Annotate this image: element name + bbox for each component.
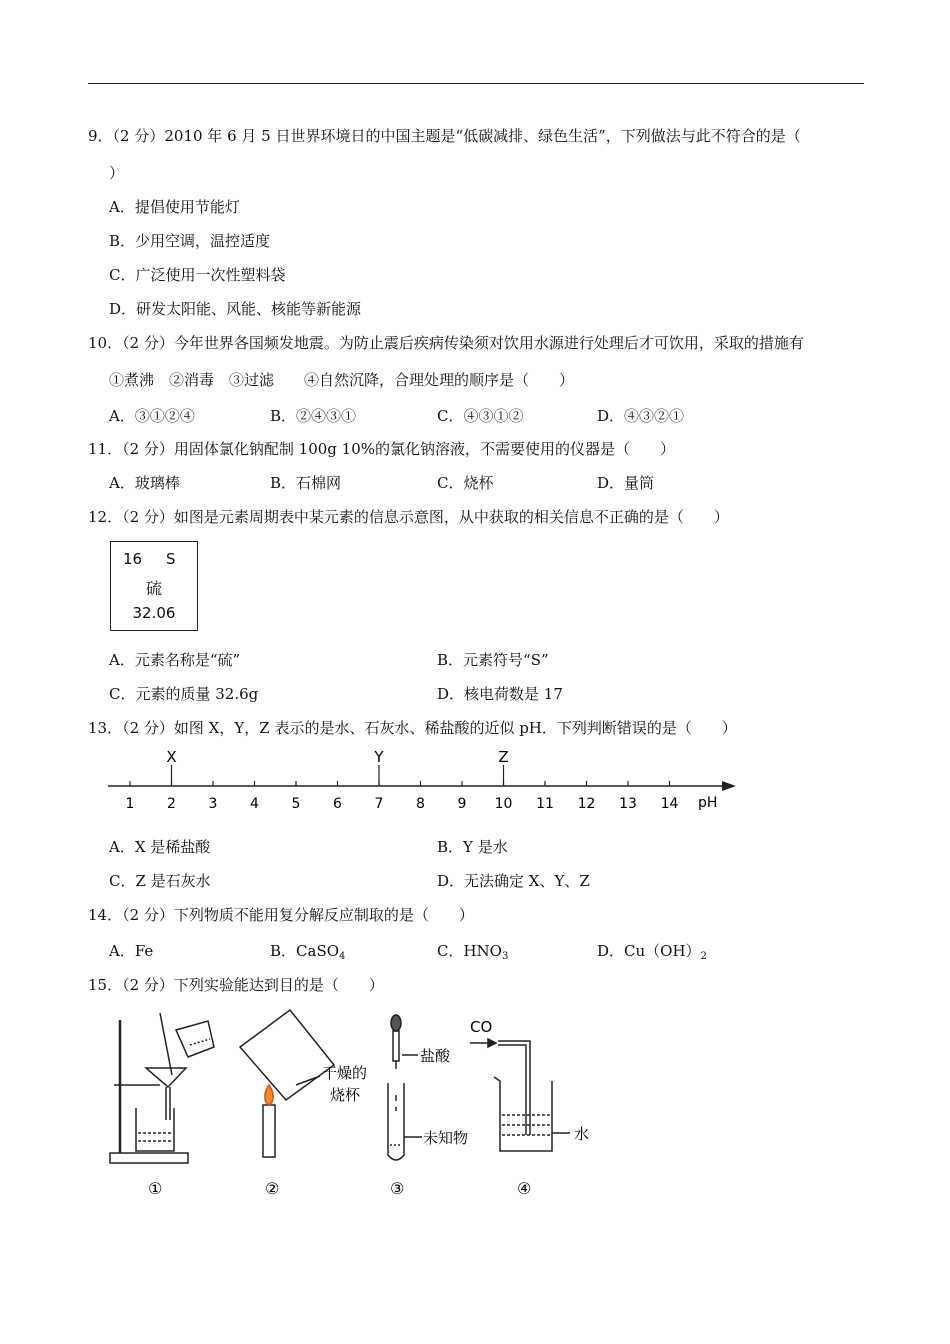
q10-stem-cont: ①煮沸 ②消毒 ③过滤 ④自然沉降，合理处理的顺序是（ ） [109,371,575,389]
dry-beaker [240,1010,334,1100]
q9-option-b[interactable]: B．少用空调，温控适度 [109,232,271,250]
q11-option-d[interactable]: D．量筒 [597,474,655,492]
figure-number-4: ④ [517,1179,532,1198]
q11-stem: 11．（2 分）用固体氯化钠配制 100g 10%的氯化钠溶液，不需要使用的仪器是（ ） [88,440,676,458]
co-label: CO [470,1018,493,1036]
q14-option-d[interactable] [597,941,707,967]
q10-option-b[interactable]: B．②④③① [270,407,357,425]
q14-stem: 14．（2 分）下列物质不能用复分解反应制取的是（ ） [88,906,474,924]
dropper-test-tube-apparatus [388,1015,422,1160]
q10-option-c[interactable]: C．④③①② [437,407,524,425]
candle [263,1105,275,1157]
element-name: 硫 [145,579,162,598]
q13-option-a[interactable]: A．X 是稀盐酸 [109,838,211,856]
q12-option-b[interactable]: B．元素符号“S” [437,651,549,669]
q13-stem: 13．（2 分）如图 X，Y，Z 表示的是水、石灰水、稀盐酸的近似 pH．下列判断错误的是（ ） [88,719,737,737]
q13-option-b[interactable]: B．Y 是水 [437,838,508,856]
funnel [146,1068,186,1087]
q14-option-b[interactable] [270,941,345,967]
pouring-liquid [190,1039,210,1045]
q11-option-a[interactable]: A．玻璃棒 [109,474,180,492]
ph-tick-label: 8 [416,796,425,812]
ph-tick-label: 14 [660,796,679,812]
filtration-apparatus [110,1013,214,1163]
ph-unit-label: pH [698,795,718,811]
q15-stem: 15．（2 分）下列实验能达到目的是（ ） [88,976,384,994]
q13-option-c[interactable]: C．Z 是石灰水 [109,872,211,890]
q14-option-c[interactable] [437,941,508,967]
water-label: 水 [574,1125,590,1143]
dry-beaker-label-1: 干燥的 [322,1064,368,1082]
acid-label: 盐酸 [420,1047,451,1065]
delivery-tube-inner [498,1045,526,1135]
q14-option-d-text: D．Cu（OH） [597,942,701,960]
glass-rod [160,1013,172,1075]
ph-tick-label: 12 [577,796,596,812]
ph-marker-label: X [166,748,177,766]
q9-option-c[interactable]: C．广泛使用一次性塑料袋 [109,266,286,284]
q11-option-c[interactable]: C．烧杯 [437,474,494,492]
test-tube [388,1083,404,1160]
figure-number-3: ③ [390,1179,405,1198]
water-beaker [494,1077,552,1151]
header-rule [88,83,864,84]
ph-tick-label: 4 [250,796,259,812]
experiment-figures [100,1005,620,1205]
dropper-tube [393,1031,399,1061]
element-symbol: S [166,550,176,568]
ph-tick-label: 13 [619,796,637,812]
q14-option-c-text: C．HNO [437,942,502,960]
q12-stem: 12．（2 分）如图是元素周期表中某元素的信息示意图，从中获取的相关信息不正确的是（ ） [88,508,729,526]
q9-stem: 9．（2 分）2010 年 6 月 5 日世界环境日的中国主题是“低碳减排、绿色生活”，下列做法与此不符合的是（ [88,127,801,145]
q14-option-b-text: B．CaSO [270,942,340,960]
ph-tick-label: 7 [374,796,384,812]
ph-tick-label: 5 [291,796,301,812]
candle-beaker-apparatus [240,1010,334,1157]
element-tile-sulfur [110,541,198,631]
q9-stem-cont: ） [109,164,125,182]
co-arrow-head [488,1039,496,1047]
q14-option-d-sub: 2 [700,951,707,962]
dry-beaker-label-2: 烧杯 [330,1086,361,1104]
q14-option-c-sub: 3 [501,951,509,962]
q13-option-d[interactable]: D．无法确定 X、Y、Z [437,872,590,890]
q12-option-a[interactable]: A．元素名称是“硫” [109,651,241,669]
q11-option-b[interactable]: B．石棉网 [270,474,342,492]
unknown-label: 未知物 [423,1129,469,1147]
flame-icon [265,1085,273,1105]
figure-number-1: ① [148,1179,163,1198]
figure-number-2: ② [265,1179,280,1198]
collection-beaker [136,1108,174,1151]
ph-tick-label: 3 [208,796,218,812]
q14-option-b-sub: 4 [339,951,346,962]
ph-scale-figure [100,745,750,820]
ph-tick-label: 6 [333,796,342,812]
q10-option-d[interactable]: D．④③②① [597,407,685,425]
stand-base [110,1153,188,1163]
q10-stem: 10．（2 分）今年世界各国频发地震。为防止震后疾病传染须对饮用水源进行处理后才可饮用，采取的措施有 [88,334,804,352]
dropper-bulb [391,1015,401,1031]
ph-marker-label: Z [498,748,509,766]
atomic-mass: 32.06 [132,604,176,622]
q14-option-a[interactable]: A．Fe [109,942,154,960]
co-water-apparatus [470,1039,570,1151]
q12-option-c[interactable]: C．元素的质量 32.6g [109,685,259,703]
q12-option-d[interactable]: D．核电荷数是 17 [437,685,563,703]
atomic-number: 16 [123,550,143,568]
ph-tick-label: 1 [125,796,135,812]
q9-option-a[interactable]: A．提倡使用节能灯 [109,198,240,216]
ph-tick-label: 9 [457,796,467,812]
q10-option-a[interactable]: A．③①②④ [109,407,195,425]
ph-tick-label: 10 [494,796,513,812]
pouring-beaker [176,1021,214,1057]
ph-marker-label: Y [374,748,384,766]
ph-tick-label: 11 [536,796,554,812]
ph-tick-label: 2 [167,796,176,812]
q9-option-d[interactable]: D．研发太阳能、风能、核能等新能源 [109,300,362,318]
delivery-tube [498,1041,530,1135]
ph-axis-arrow [722,781,736,791]
